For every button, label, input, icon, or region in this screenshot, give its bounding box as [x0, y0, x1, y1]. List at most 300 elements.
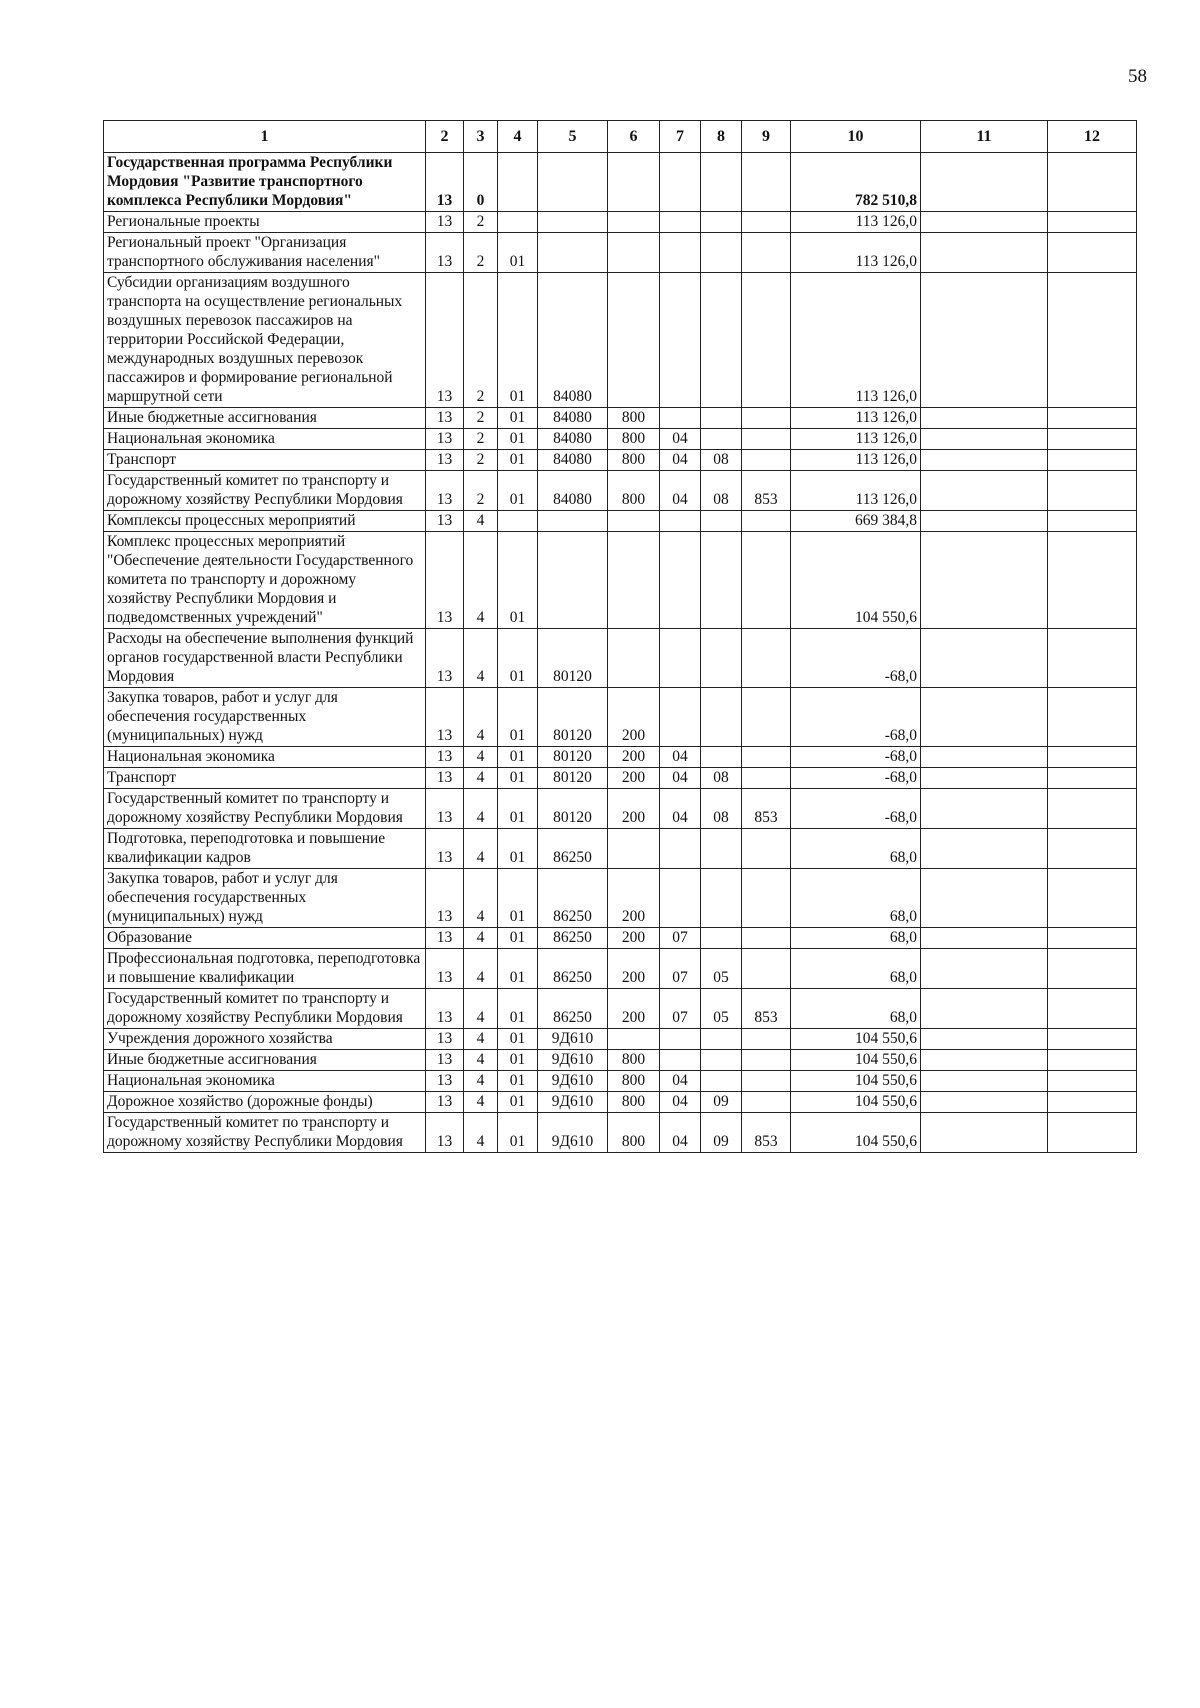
- code-cell-c2: 13: [426, 429, 464, 450]
- row-name-cell: Комплексы процессных мероприятий: [104, 511, 426, 532]
- code-cell-c3: 4: [464, 1050, 498, 1071]
- code-cell-c6: 800: [608, 1050, 660, 1071]
- code-cell-c5: 80120: [538, 789, 608, 829]
- amount-cell: 782 510,8: [791, 153, 921, 212]
- code-cell-c9: [742, 829, 791, 869]
- amount-cell: 104 550,6: [791, 532, 921, 629]
- code-cell-c4: 01: [498, 408, 538, 429]
- code-cell-c8: [701, 1029, 742, 1050]
- column-header: 1: [104, 121, 426, 153]
- code-cell-c8: 05: [701, 989, 742, 1029]
- amount-cell: 104 550,6: [791, 1050, 921, 1071]
- row-name-cell: Государственный комитет по транспорту и дорожному хозяйству Республики Мордовия: [104, 989, 426, 1029]
- code-cell-c5: [538, 233, 608, 273]
- code-cell-c2: 13: [426, 450, 464, 471]
- code-cell-c6: [608, 273, 660, 408]
- code-cell-c6: 800: [608, 429, 660, 450]
- code-cell-c6: 800: [608, 1092, 660, 1113]
- code-cell-c4: 01: [498, 233, 538, 273]
- row-name-cell: Дорожное хозяйство (дорожные фонды): [104, 1092, 426, 1113]
- empty-cell-11: [921, 233, 1048, 273]
- amount-cell: 68,0: [791, 869, 921, 928]
- amount-cell: 113 126,0: [791, 450, 921, 471]
- amount-cell: 68,0: [791, 949, 921, 989]
- code-cell-c8: [701, 532, 742, 629]
- code-cell-c3: 4: [464, 629, 498, 688]
- code-cell-c6: 200: [608, 789, 660, 829]
- code-cell-c8: 08: [701, 789, 742, 829]
- table-row: [104, 1050, 1137, 1071]
- code-cell-c2: 13: [426, 212, 464, 233]
- code-cell-c5: 9Д610: [538, 1050, 608, 1071]
- table-row: [104, 1092, 1137, 1113]
- code-cell-c7: 04: [660, 1071, 701, 1092]
- code-cell-c4: 01: [498, 747, 538, 768]
- code-cell-c4: [498, 212, 538, 233]
- code-cell-c2: 13: [426, 629, 464, 688]
- row-name-cell: Государственный комитет по транспорту и дорожному хозяйству Республики Мордовия: [104, 789, 426, 829]
- code-cell-c7: [660, 869, 701, 928]
- empty-cell-11: [921, 1050, 1048, 1071]
- amount-cell: -68,0: [791, 768, 921, 789]
- row-name-cell: Подготовка, переподготовка и повышение квалификации кадров: [104, 829, 426, 869]
- code-cell-c4: 01: [498, 989, 538, 1029]
- code-cell-c8: 09: [701, 1113, 742, 1153]
- code-cell-c3: 4: [464, 1113, 498, 1153]
- code-cell-c5: 80120: [538, 688, 608, 747]
- code-cell-c6: 800: [608, 471, 660, 511]
- amount-cell: 113 126,0: [791, 429, 921, 450]
- row-name-cell: Закупка товаров, работ и услуг для обеспечения государственных (муниципальных) нужд: [104, 688, 426, 747]
- empty-cell-11: [921, 1113, 1048, 1153]
- code-cell-c9: [742, 1092, 791, 1113]
- code-cell-c9: [742, 212, 791, 233]
- code-cell-c8: 08: [701, 768, 742, 789]
- table-row: [104, 989, 1137, 1029]
- code-cell-c2: 13: [426, 1050, 464, 1071]
- table-row: [104, 789, 1137, 829]
- column-header: 8: [701, 121, 742, 153]
- empty-cell-11: [921, 869, 1048, 928]
- code-cell-c8: [701, 429, 742, 450]
- row-name-cell: Государственная программа Республики Мордовия "Развитие транспортного комплекса Республики Мордовия": [104, 153, 426, 212]
- code-cell-c9: 853: [742, 471, 791, 511]
- code-cell-c7: 04: [660, 789, 701, 829]
- code-cell-c4: [498, 153, 538, 212]
- table-row: [104, 273, 1137, 408]
- code-cell-c8: 05: [701, 949, 742, 989]
- code-cell-c8: [701, 408, 742, 429]
- code-cell-c6: 200: [608, 989, 660, 1029]
- code-cell-c7: 04: [660, 1092, 701, 1113]
- code-cell-c6: 800: [608, 450, 660, 471]
- empty-cell-11: [921, 928, 1048, 949]
- code-cell-c9: [742, 273, 791, 408]
- empty-cell-12: [1048, 408, 1137, 429]
- code-cell-c8: [701, 629, 742, 688]
- code-cell-c3: 4: [464, 869, 498, 928]
- code-cell-c4: 01: [498, 829, 538, 869]
- code-cell-c6: 200: [608, 928, 660, 949]
- empty-cell-11: [921, 212, 1048, 233]
- code-cell-c3: 4: [464, 532, 498, 629]
- table-row: [104, 471, 1137, 511]
- code-cell-c2: 13: [426, 1092, 464, 1113]
- code-cell-c3: 4: [464, 989, 498, 1029]
- code-cell-c5: 84080: [538, 429, 608, 450]
- code-cell-c3: 2: [464, 212, 498, 233]
- row-name-cell: Транспорт: [104, 450, 426, 471]
- code-cell-c4: 01: [498, 1113, 538, 1153]
- code-cell-c2: 13: [426, 1071, 464, 1092]
- table-row: [104, 928, 1137, 949]
- code-cell-c9: [742, 1029, 791, 1050]
- code-cell-c8: [701, 1050, 742, 1071]
- code-cell-c4: 01: [498, 869, 538, 928]
- code-cell-c5: 80120: [538, 747, 608, 768]
- empty-cell-12: [1048, 233, 1137, 273]
- code-cell-c3: 4: [464, 768, 498, 789]
- empty-cell-12: [1048, 688, 1137, 747]
- column-header: 12: [1048, 121, 1137, 153]
- empty-cell-11: [921, 829, 1048, 869]
- empty-cell-12: [1048, 928, 1137, 949]
- row-name-cell: Субсидии организациям воздушного транспорта на осуществление региональных воздушных перевозок пассажиров на территории Российской Федерации, международных воздушных перевозок пассажиров и формирование региональной маршрутной сети: [104, 273, 426, 408]
- code-cell-c3: 4: [464, 688, 498, 747]
- empty-cell-11: [921, 949, 1048, 989]
- code-cell-c2: 13: [426, 153, 464, 212]
- empty-cell-12: [1048, 273, 1137, 408]
- code-cell-c9: [742, 949, 791, 989]
- empty-cell-11: [921, 471, 1048, 511]
- code-cell-c7: [660, 1029, 701, 1050]
- amount-cell: -68,0: [791, 747, 921, 768]
- code-cell-c3: 4: [464, 789, 498, 829]
- table-row: [104, 869, 1137, 928]
- code-cell-c2: 13: [426, 233, 464, 273]
- code-cell-c8: [701, 829, 742, 869]
- table-row: [104, 532, 1137, 629]
- code-cell-c2: 13: [426, 789, 464, 829]
- code-cell-c6: [608, 829, 660, 869]
- empty-cell-12: [1048, 789, 1137, 829]
- code-cell-c2: 13: [426, 532, 464, 629]
- empty-cell-12: [1048, 1050, 1137, 1071]
- code-cell-c7: [660, 629, 701, 688]
- code-cell-c2: 13: [426, 989, 464, 1029]
- table-row: [104, 450, 1137, 471]
- code-cell-c8: [701, 928, 742, 949]
- code-cell-c6: 200: [608, 949, 660, 989]
- code-cell-c6: 200: [608, 768, 660, 789]
- code-cell-c8: [701, 233, 742, 273]
- row-name-cell: Учреждения дорожного хозяйства: [104, 1029, 426, 1050]
- column-header: 9: [742, 121, 791, 153]
- code-cell-c4: 01: [498, 1092, 538, 1113]
- code-cell-c3: 0: [464, 153, 498, 212]
- code-cell-c2: 13: [426, 747, 464, 768]
- row-name-cell: Национальная экономика: [104, 1071, 426, 1092]
- code-cell-c9: 853: [742, 989, 791, 1029]
- amount-cell: 113 126,0: [791, 273, 921, 408]
- code-cell-c3: 4: [464, 829, 498, 869]
- amount-cell: -68,0: [791, 688, 921, 747]
- row-name-cell: Закупка товаров, работ и услуг для обеспечения государственных (муниципальных) нужд: [104, 869, 426, 928]
- code-cell-c2: 13: [426, 949, 464, 989]
- code-cell-c3: 4: [464, 949, 498, 989]
- code-cell-c6: 800: [608, 1071, 660, 1092]
- code-cell-c8: [701, 1071, 742, 1092]
- amount-cell: 68,0: [791, 829, 921, 869]
- code-cell-c5: 9Д610: [538, 1113, 608, 1153]
- table-row: [104, 1071, 1137, 1092]
- row-name-cell: Образование: [104, 928, 426, 949]
- code-cell-c6: [608, 629, 660, 688]
- code-cell-c3: 2: [464, 429, 498, 450]
- table-row: [104, 768, 1137, 789]
- code-cell-c7: [660, 408, 701, 429]
- code-cell-c7: 04: [660, 1113, 701, 1153]
- column-header: 5: [538, 121, 608, 153]
- code-cell-c9: 853: [742, 789, 791, 829]
- row-name-cell: Транспорт: [104, 768, 426, 789]
- code-cell-c6: 800: [608, 408, 660, 429]
- row-name-cell: Государственный комитет по транспорту и дорожному хозяйству Республики Мордовия: [104, 471, 426, 511]
- empty-cell-11: [921, 153, 1048, 212]
- amount-cell: 104 550,6: [791, 1113, 921, 1153]
- code-cell-c4: 01: [498, 532, 538, 629]
- budget-table: [103, 120, 1137, 1153]
- code-cell-c4: 01: [498, 949, 538, 989]
- code-cell-c2: 13: [426, 1113, 464, 1153]
- column-header: 3: [464, 121, 498, 153]
- empty-cell-11: [921, 1029, 1048, 1050]
- code-cell-c8: [701, 511, 742, 532]
- table-row: [104, 511, 1137, 532]
- row-name-cell: Национальная экономика: [104, 429, 426, 450]
- code-cell-c5: 86250: [538, 869, 608, 928]
- code-cell-c5: 86250: [538, 829, 608, 869]
- table-row: [104, 212, 1137, 233]
- column-header: 11: [921, 121, 1048, 153]
- empty-cell-11: [921, 768, 1048, 789]
- code-cell-c2: 13: [426, 471, 464, 511]
- table-row: [104, 408, 1137, 429]
- code-cell-c4: 01: [498, 471, 538, 511]
- empty-cell-11: [921, 429, 1048, 450]
- amount-cell: -68,0: [791, 789, 921, 829]
- row-name-cell: Государственный комитет по транспорту и дорожному хозяйству Республики Мордовия: [104, 1113, 426, 1153]
- code-cell-c7: [660, 273, 701, 408]
- empty-cell-12: [1048, 747, 1137, 768]
- code-cell-c2: 13: [426, 869, 464, 928]
- empty-cell-12: [1048, 532, 1137, 629]
- empty-cell-12: [1048, 212, 1137, 233]
- empty-cell-12: [1048, 1092, 1137, 1113]
- code-cell-c9: [742, 928, 791, 949]
- empty-cell-11: [921, 989, 1048, 1029]
- code-cell-c2: 13: [426, 1029, 464, 1050]
- table-row: [104, 747, 1137, 768]
- code-cell-c3: 2: [464, 273, 498, 408]
- code-cell-c7: [660, 212, 701, 233]
- code-cell-c9: [742, 408, 791, 429]
- empty-cell-12: [1048, 989, 1137, 1029]
- code-cell-c5: 9Д610: [538, 1029, 608, 1050]
- code-cell-c7: 07: [660, 989, 701, 1029]
- amount-cell: 113 126,0: [791, 233, 921, 273]
- table-body: [104, 153, 1137, 1153]
- code-cell-c9: [742, 153, 791, 212]
- row-name-cell: Комплекс процессных мероприятий "Обеспечение деятельности Государственного комитета по транспорту и дорожному хозяйству Республики Мордовия и подведомственных учреждений": [104, 532, 426, 629]
- code-cell-c3: 4: [464, 1092, 498, 1113]
- code-cell-c2: 13: [426, 829, 464, 869]
- empty-cell-11: [921, 1071, 1048, 1092]
- code-cell-c5: 80120: [538, 629, 608, 688]
- code-cell-c9: [742, 768, 791, 789]
- amount-cell: 104 550,6: [791, 1071, 921, 1092]
- code-cell-c6: 800: [608, 1113, 660, 1153]
- code-cell-c5: 84080: [538, 408, 608, 429]
- code-cell-c7: 04: [660, 429, 701, 450]
- code-cell-c7: [660, 532, 701, 629]
- empty-cell-11: [921, 688, 1048, 747]
- code-cell-c9: [742, 1050, 791, 1071]
- code-cell-c6: [608, 212, 660, 233]
- page-number: 58: [1128, 66, 1147, 87]
- code-cell-c9: [742, 688, 791, 747]
- code-cell-c5: 80120: [538, 768, 608, 789]
- row-name-cell: Региональный проект "Организация транспортного обслуживания населения": [104, 233, 426, 273]
- empty-cell-12: [1048, 768, 1137, 789]
- code-cell-c4: 01: [498, 629, 538, 688]
- code-cell-c4: 01: [498, 450, 538, 471]
- amount-cell: 113 126,0: [791, 408, 921, 429]
- code-cell-c3: 2: [464, 450, 498, 471]
- code-cell-c7: 04: [660, 450, 701, 471]
- code-cell-c4: 01: [498, 688, 538, 747]
- code-cell-c3: 4: [464, 747, 498, 768]
- code-cell-c9: [742, 1071, 791, 1092]
- code-cell-c9: [742, 629, 791, 688]
- empty-cell-11: [921, 629, 1048, 688]
- code-cell-c8: [701, 212, 742, 233]
- table-row: [104, 688, 1137, 747]
- column-header: 6: [608, 121, 660, 153]
- empty-cell-12: [1048, 949, 1137, 989]
- code-cell-c4: 01: [498, 273, 538, 408]
- code-cell-c3: 2: [464, 408, 498, 429]
- code-cell-c5: [538, 212, 608, 233]
- code-cell-c2: 13: [426, 273, 464, 408]
- empty-cell-12: [1048, 153, 1137, 212]
- code-cell-c5: 86250: [538, 928, 608, 949]
- code-cell-c5: [538, 532, 608, 629]
- code-cell-c5: 86250: [538, 989, 608, 1029]
- code-cell-c4: 01: [498, 928, 538, 949]
- column-header: 7: [660, 121, 701, 153]
- code-cell-c2: 13: [426, 408, 464, 429]
- empty-cell-11: [921, 450, 1048, 471]
- code-cell-c2: 13: [426, 928, 464, 949]
- code-cell-c9: [742, 532, 791, 629]
- row-name-cell: Региональные проекты: [104, 212, 426, 233]
- table-row: [104, 1029, 1137, 1050]
- code-cell-c5: [538, 153, 608, 212]
- code-cell-c8: [701, 869, 742, 928]
- empty-cell-12: [1048, 629, 1137, 688]
- table-row: [104, 153, 1137, 212]
- code-cell-c7: [660, 1050, 701, 1071]
- code-cell-c7: [660, 153, 701, 212]
- column-header: 10: [791, 121, 921, 153]
- code-cell-c4: 01: [498, 1029, 538, 1050]
- code-cell-c6: [608, 153, 660, 212]
- empty-cell-12: [1048, 471, 1137, 511]
- code-cell-c8: [701, 153, 742, 212]
- table-row: [104, 1113, 1137, 1153]
- code-cell-c3: 2: [464, 471, 498, 511]
- code-cell-c4: 01: [498, 429, 538, 450]
- table-row: [104, 829, 1137, 869]
- code-cell-c8: 08: [701, 450, 742, 471]
- table-row: [104, 429, 1137, 450]
- code-cell-c5: [538, 511, 608, 532]
- code-cell-c6: [608, 1029, 660, 1050]
- amount-cell: 104 550,6: [791, 1029, 921, 1050]
- column-header: 2: [426, 121, 464, 153]
- code-cell-c6: 200: [608, 688, 660, 747]
- empty-cell-11: [921, 789, 1048, 829]
- code-cell-c3: 2: [464, 233, 498, 273]
- code-cell-c2: 13: [426, 688, 464, 747]
- row-name-cell: Расходы на обеспечение выполнения функций органов государственной власти Республики Мордовия: [104, 629, 426, 688]
- empty-cell-11: [921, 1092, 1048, 1113]
- code-cell-c7: [660, 511, 701, 532]
- code-cell-c5: 84080: [538, 450, 608, 471]
- code-cell-c7: 07: [660, 949, 701, 989]
- code-cell-c9: [742, 233, 791, 273]
- empty-cell-12: [1048, 429, 1137, 450]
- amount-cell: 68,0: [791, 928, 921, 949]
- code-cell-c7: 04: [660, 747, 701, 768]
- empty-cell-12: [1048, 869, 1137, 928]
- code-cell-c7: [660, 829, 701, 869]
- code-cell-c7: [660, 688, 701, 747]
- code-cell-c4: 01: [498, 1071, 538, 1092]
- code-cell-c7: 04: [660, 768, 701, 789]
- code-cell-c2: 13: [426, 511, 464, 532]
- code-cell-c5: 9Д610: [538, 1071, 608, 1092]
- amount-cell: 68,0: [791, 989, 921, 1029]
- code-cell-c8: 09: [701, 1092, 742, 1113]
- table-row: [104, 233, 1137, 273]
- amount-cell: 669 384,8: [791, 511, 921, 532]
- code-cell-c3: 4: [464, 511, 498, 532]
- empty-cell-12: [1048, 511, 1137, 532]
- code-cell-c9: [742, 869, 791, 928]
- code-cell-c9: [742, 429, 791, 450]
- code-cell-c5: 9Д610: [538, 1092, 608, 1113]
- empty-cell-11: [921, 273, 1048, 408]
- code-cell-c4: [498, 511, 538, 532]
- table-header-row: [104, 121, 1137, 153]
- code-cell-c6: [608, 511, 660, 532]
- code-cell-c6: [608, 532, 660, 629]
- empty-cell-11: [921, 747, 1048, 768]
- code-cell-c7: 04: [660, 471, 701, 511]
- code-cell-c9: [742, 511, 791, 532]
